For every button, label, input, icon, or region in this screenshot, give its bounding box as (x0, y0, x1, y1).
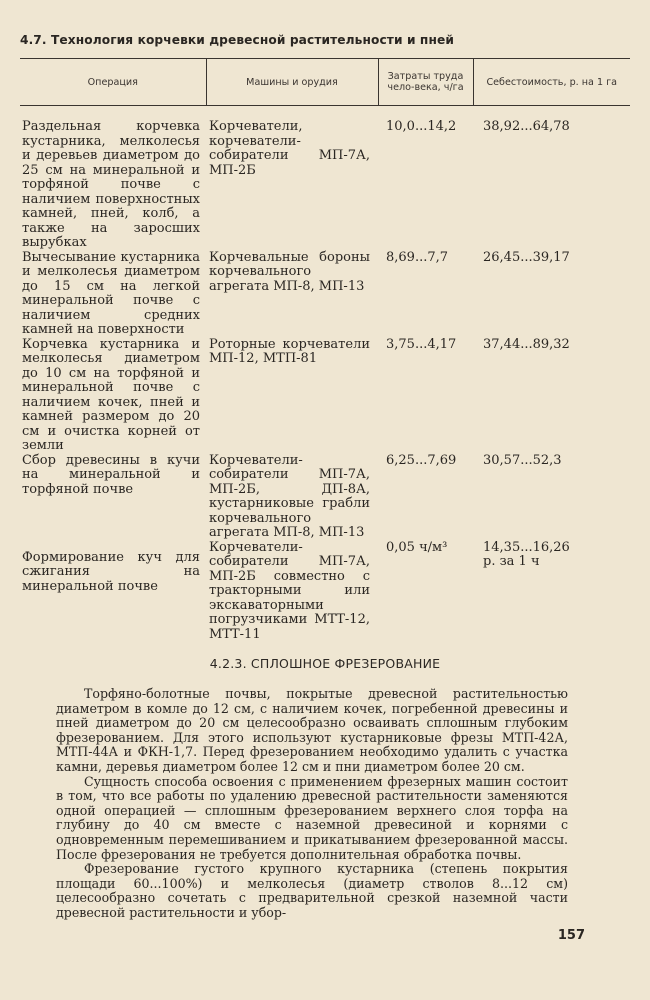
table-header-row (20, 59, 630, 106)
row-cost-note: р. за 1 ч (483, 554, 540, 569)
row-cost-cell (473, 541, 630, 643)
row-labor: 0,05 ч/м³ (386, 539, 448, 555)
row-cost: 26,45...39,17 (483, 249, 570, 265)
data-table (20, 58, 630, 642)
paragraph: Сущность способа освоения с применением фрезерных машин состоит в том, что все работы по удалению древесной растительности заменяются одной операцией — сплошным фрезерованием верхнего слоя торфа на глубину до 40 см вместе с наземной древесиной и корнями с одновременным перемешиванием и прикатыванием фрезерованной массы. После фрезерования не требуется дополнительная обработка почвы. (56, 773, 568, 862)
table-row (20, 338, 630, 454)
row-operation: Формирование куч для сжигания на минеральной почве (22, 549, 200, 594)
row-machines: Корчеватели-собиратели МП-7А, МП-2Б, ДП-8А, кустарниковые грабли корчевального агрегата МП-8, МП-13 (209, 452, 370, 540)
row-machines: Корчеватели-собиратели МП-7А, МП-2Б совместно с тракторными или экскаваторными погрузчиками МТТ-12, МТТ-11 (209, 539, 370, 642)
section-title: 4.2.3. СПЛОШНОЕ ФРЕЗЕРОВАНИЕ (209, 656, 441, 671)
row-labor: 6,25...7,69 (386, 452, 457, 468)
body-text (56, 687, 568, 921)
header-labor: Затраты труда чело-века, ч/га (378, 59, 473, 106)
row-cost: 37,44...89,32 (483, 336, 570, 352)
row-labor: 10,0...14,2 (386, 119, 457, 134)
running-head: 4.7. Технология корчевки древесной растительности и пней (20, 33, 454, 47)
row-labor: 8,69...7,7 (386, 249, 449, 265)
paragraph: Торфяно-болотные почвы, покрытые древесной растительностью диаметром в комле до 12 см, с наличием кочек, погребенной древесины и пней диаметром до 20 см целесообразно осваивать сплошным глубоким фрезерованием. Для этого используют кустарниковые фрезы МТП-42А, МТП-44А и ФКН-1,7. Перед фрезерованием необходимо удалить с участка камни, деревья диаметром более 12 см и пни диаметром более 20 см. (56, 686, 568, 774)
row-operation: Раздельная корчевка кустарника, мелколесья и деревьев диаметром до 25 см на минеральной и торфяной почве с наличием поверхностных камней, пней, колб, а также на заросших вырубках (22, 119, 200, 250)
row-machines: Роторные корчеватели МП-12, МТП-81 (209, 336, 370, 366)
table-row (20, 251, 630, 338)
row-cost: 14,35...16,26 (483, 539, 570, 555)
row-machines: Корчевальные бороны корчевального агрегата МП-8, МП-13 (209, 249, 370, 294)
row-operation: Вычесывание кустарника и мелколесья диаметром до 15 см на легкой минеральной почве с наличием средних камней на поверхности (22, 249, 200, 337)
row-operation: Корчевка кустарника и мелколесья диаметром до 10 см на торфяной и минеральной почве с наличием кочек, пней и камней размером до 20 см и очистка корней от земли (22, 336, 200, 453)
technology-table (20, 58, 630, 642)
header-machines: Машины и орудия (206, 59, 378, 106)
row-operation: Сбор древесины в кучи на минеральной и торфяной почве (22, 452, 200, 497)
row-cost: 30,57...52,3 (483, 452, 562, 468)
paragraph: Фрезерование густого крупного кустарника (степень покрытия площади 60...100%) и мелколесья (диаметр стволов 8...12 см) целесообразно сочетать с предварительной срезкой наземной части древесной растительности и убор- (56, 861, 568, 920)
header-cost: Себестоимость, р. на 1 га (473, 59, 630, 106)
table-row (20, 454, 630, 541)
row-machines: Корчеватели, корчеватели-собиратели МП-7А, МП-2Б (209, 119, 370, 178)
page-number: 157 (557, 928, 585, 943)
row-cost: 38,92...64,78 (483, 119, 570, 134)
header-operation: Операция (20, 59, 206, 106)
row-labor: 3,75...4,17 (386, 336, 457, 352)
table-row (20, 541, 630, 643)
table-row (20, 106, 630, 251)
